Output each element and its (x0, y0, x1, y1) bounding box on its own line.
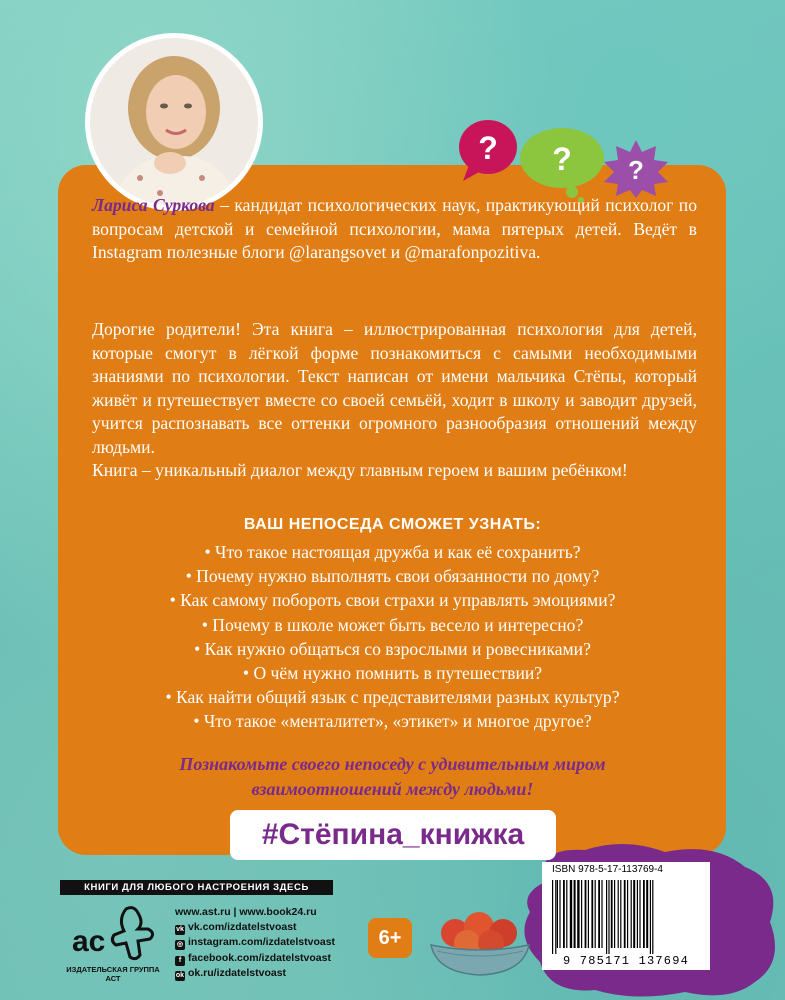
author-name: Лариса Суркова (92, 195, 215, 215)
barcode-bar (618, 880, 619, 948)
age-rating-badge: 6+ (368, 918, 412, 958)
list-item: • Что такое настоящая дружба и как её сохранить? (204, 542, 581, 562)
ast-logo-icon (68, 905, 160, 963)
book-description (92, 318, 697, 483)
barcode-bar (614, 880, 615, 948)
isbn-text: ISBN 978-5-17-113769-4 (552, 864, 663, 875)
barcode-bar (633, 880, 635, 948)
question-mark-purple: ? (628, 155, 644, 185)
list-item: • Как найти общий язык с представителями разных культур? (165, 687, 620, 708)
barcode-bar (627, 880, 628, 948)
barcode-bar (601, 880, 602, 948)
barcode-bar (559, 880, 560, 948)
instagram-icon: ◎ (176, 941, 184, 949)
question-bubble-green-icon (517, 122, 609, 202)
barcode-bar (595, 880, 596, 948)
vk-icon: vk (176, 926, 184, 934)
hashtag-label: #Стёпина_книжка (230, 810, 556, 860)
barcode-bar (624, 880, 626, 948)
barcode-bar (591, 880, 593, 948)
barcode-bar (639, 880, 640, 948)
question-mark-red: ? (478, 130, 498, 166)
barcode-bar (598, 880, 600, 948)
barcode-bar (606, 880, 607, 954)
barcode-bar (555, 880, 556, 954)
barcode-bar (557, 880, 558, 948)
learn-heading: ВАШ НЕПОСЕДА СМОЖЕТ УЗНАТЬ: (243, 516, 542, 533)
description-paragraph-2: Книга – уникальный диалог между главным героем и вашим ребёнком! (92, 460, 628, 480)
facebook-icon: f (175, 956, 185, 966)
barcode-bar (566, 880, 567, 948)
list-item: • Как нужно общаться со взрослыми и ровесниками? (194, 638, 591, 659)
barcode-bar (620, 880, 621, 948)
link-odnoklassniki[interactable] (175, 966, 335, 981)
barcode-bar (581, 880, 582, 948)
barcode-bar (574, 880, 576, 948)
barcode-number: 9 785171 137694 (562, 954, 690, 968)
barcode-bar (646, 880, 648, 948)
barcode-bar (577, 880, 579, 948)
learn-list (80, 540, 705, 734)
link-vk-text[interactable]: vk.com/izdatelstvoast (188, 921, 297, 934)
barcode (542, 862, 710, 970)
list-item: • Что такое «менталитет», «этикет» и многое другое? (193, 711, 592, 732)
barcode-bars-icon (548, 880, 704, 954)
author-bio (92, 194, 697, 265)
link-odnoklassniki-text[interactable]: ok.ru/izdatelstvoast (188, 966, 287, 979)
slogan-line-2: взаимоотношений между людьми! (251, 779, 534, 799)
author-bio-text: – кандидат психологических наук, практикующий психолог по вопросам детской и семейной психологии, мама пятерых детей. Ведёт в Instagram полезные блоги @larangsovet и @marafonpozitiva. (92, 195, 698, 262)
publisher-caption: ИЗДАТЕЛЬСКАЯ ГРУППА АСТ (66, 965, 160, 983)
barcode-bar (570, 880, 572, 948)
slogan-line-1: Познакомьте своего непоседу с удивительным миром (179, 754, 606, 774)
barcode-bar (563, 880, 565, 948)
link-facebook-text[interactable]: facebook.com/izdatelstvoast (188, 951, 331, 964)
question-mark-green: ? (552, 141, 572, 177)
list-item: • О чём нужно помнить в путешествии? (242, 663, 543, 684)
barcode-bar (650, 880, 651, 954)
description-paragraph-1: Дорогие родители! Эта книга – иллюстрированная психология для детей, которые смогут в лёгкой форме познакомиться с самыми необходимыми знаниями по психологии. Текст написан от имени мальчика Стёпы, который живёт и путешествует вместе со своей семьёй, ходит в школу и заводит друзей, учится распознавать все оттенки огромного разнообразия отношений между людьми. (92, 319, 697, 457)
link-vk[interactable] (175, 920, 335, 935)
link-website[interactable] (175, 905, 335, 920)
barcode-bar (631, 880, 632, 948)
barcode-bar (652, 880, 653, 954)
slogan (60, 752, 725, 802)
barcode-bar (643, 880, 645, 948)
apple-bowl-illustration-icon (425, 905, 535, 977)
author-photo (90, 38, 258, 206)
barcode-bar (585, 880, 587, 948)
odnoklassniki-icon: ok (175, 971, 185, 979)
barcode-bar (608, 880, 609, 954)
footer-links (175, 905, 335, 981)
list-item: • Почему в школе может быть весело и интересно? (201, 614, 584, 635)
question-bubble-red-icon (455, 115, 525, 185)
list-item: • Почему нужно выполнять свои обязанности по дому? (185, 566, 600, 587)
link-instagram[interactable] (175, 935, 335, 950)
list-item: • Как самому побороть свои страхи и управлять эмоциями? (169, 590, 616, 611)
link-instagram-text[interactable]: instagram.com/izdatelstvoast (188, 936, 336, 949)
ast-logo-text: ас (72, 925, 106, 958)
barcode-bar (637, 880, 638, 948)
footer-tagline: КНИГИ ДЛЯ ЛЮБОГО НАСТРОЕНИЯ ЗДЕСЬ (60, 880, 333, 895)
barcode-bar (552, 880, 553, 954)
question-bubble-purple-icon (600, 138, 672, 198)
barcode-bar (588, 880, 589, 948)
link-facebook[interactable] (175, 951, 335, 966)
link-website-text[interactable]: www.ast.ru | www.book24.ru (175, 906, 317, 918)
barcode-bar (611, 880, 613, 948)
